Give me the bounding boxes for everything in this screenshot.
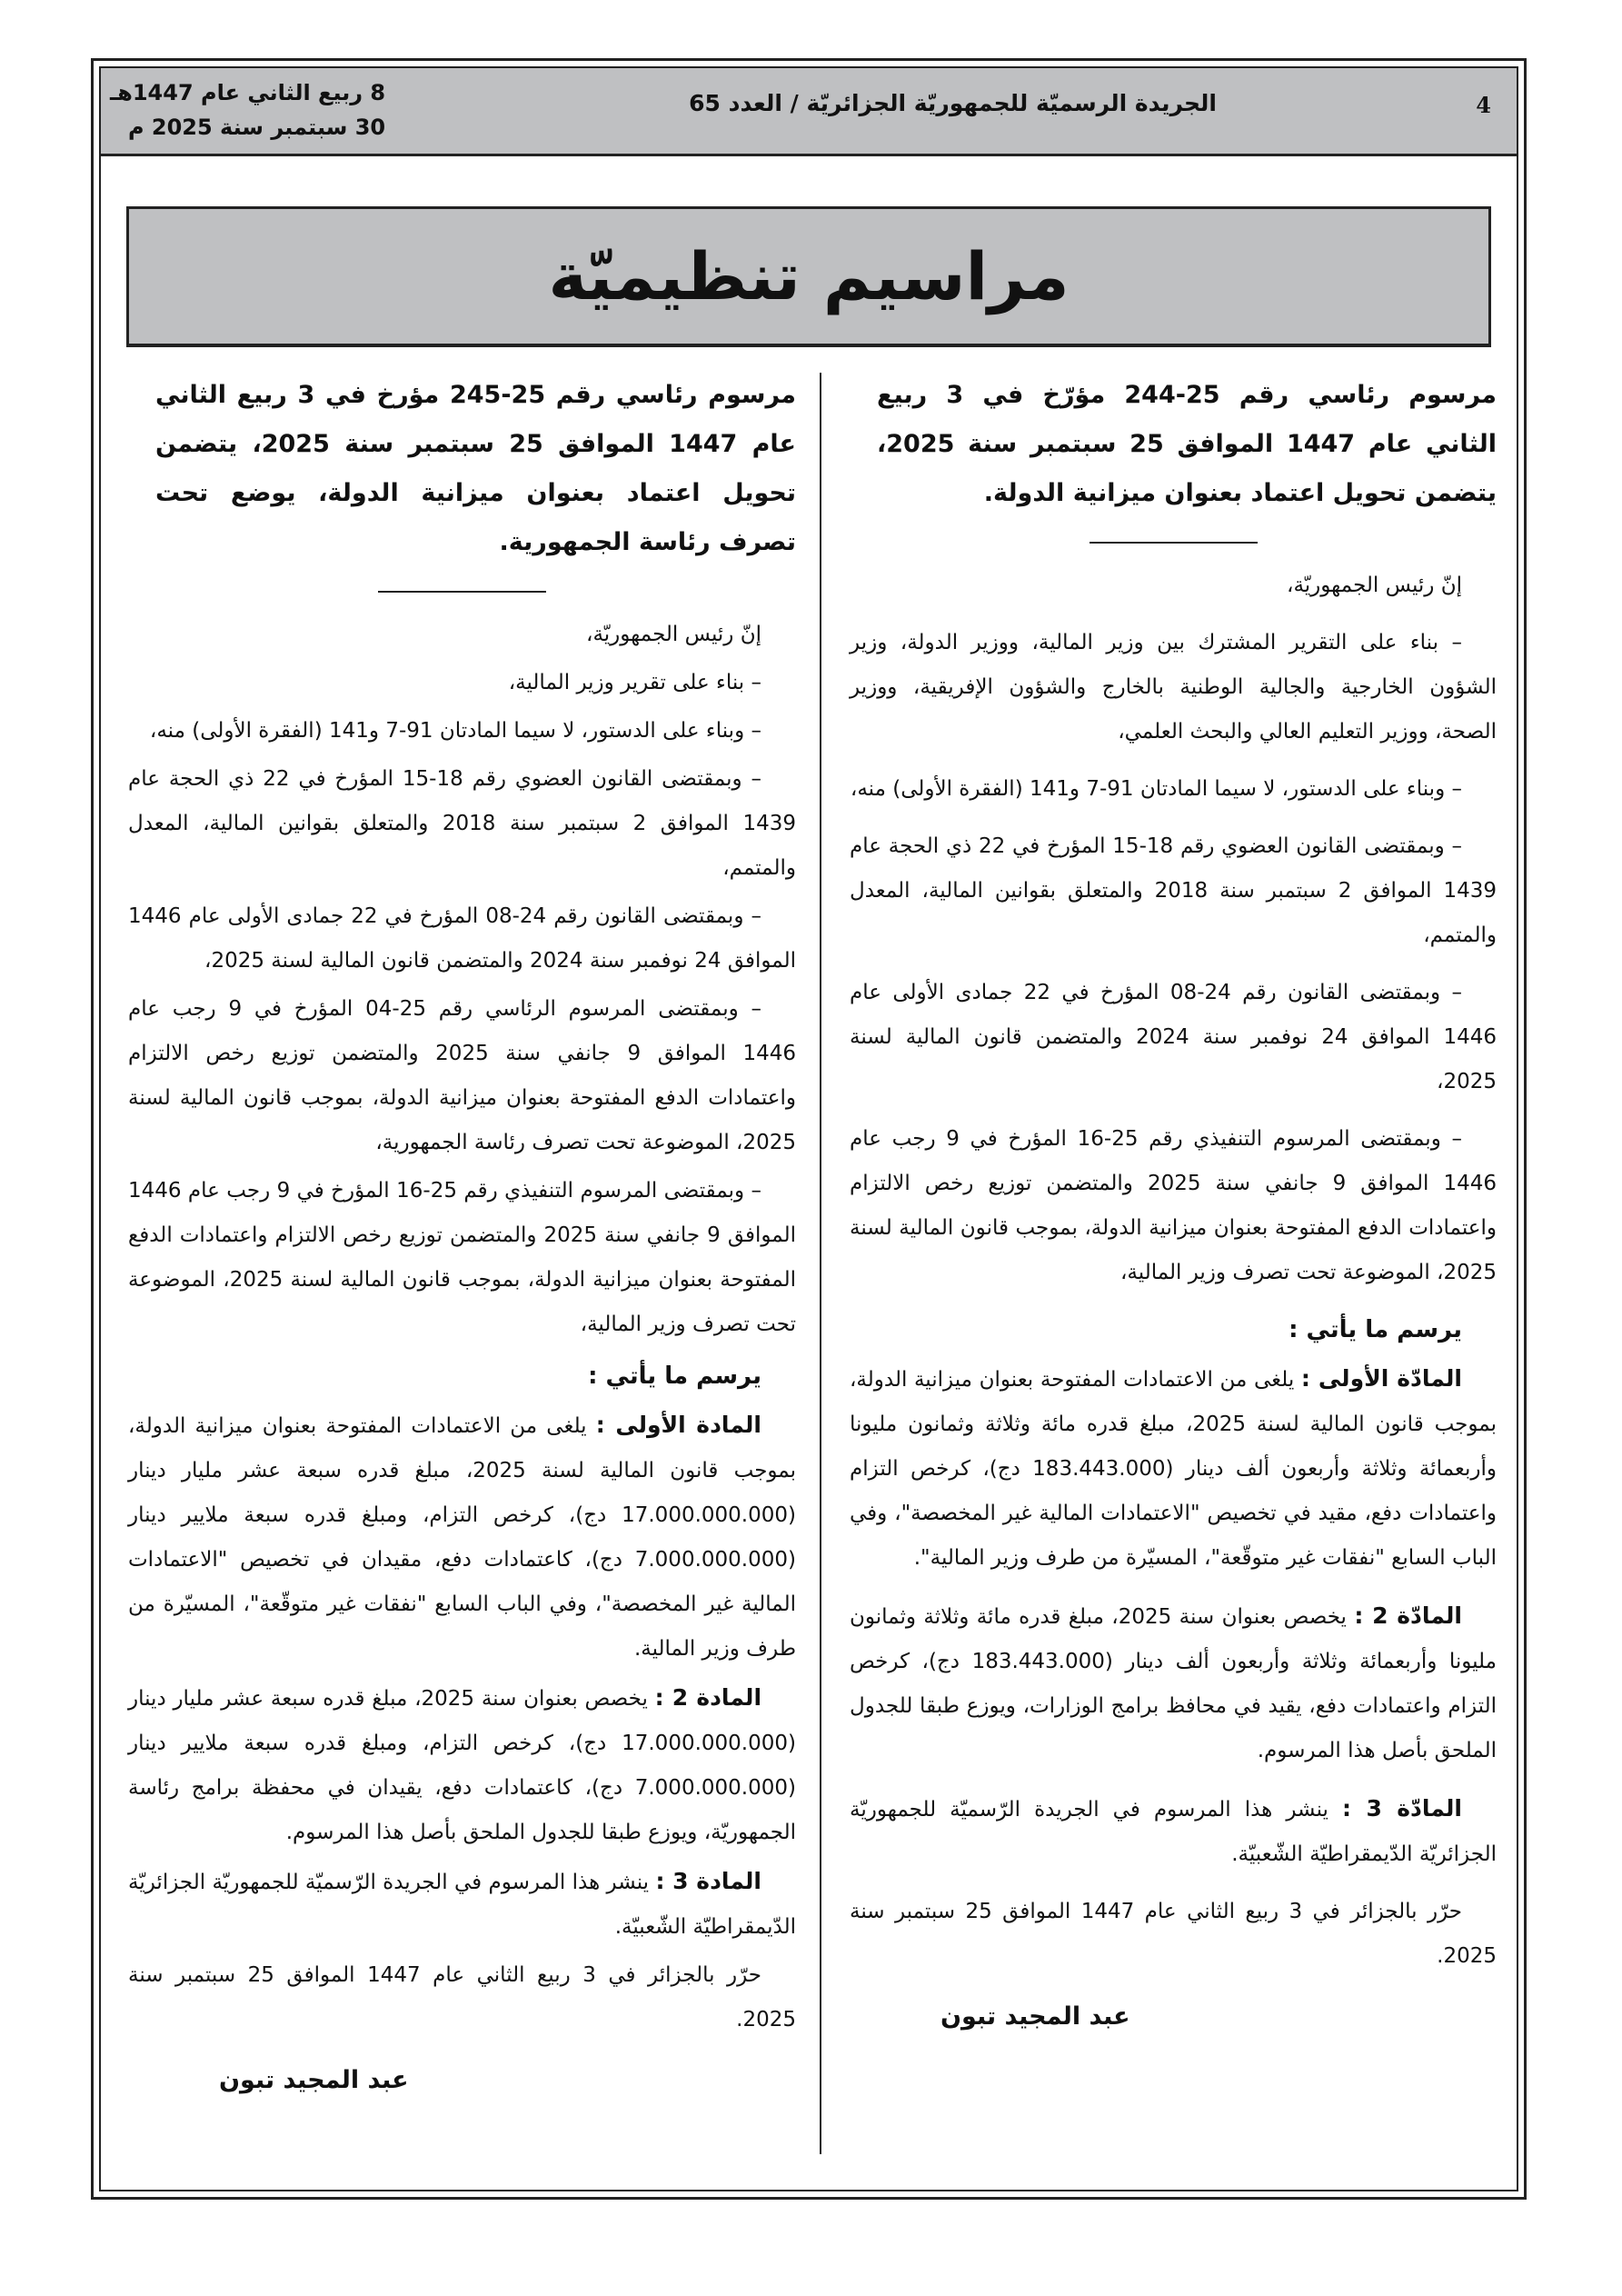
article-text: يخصص بعنوان سنة 2025، مبلغ قدره مائة وثلاثة وثمانون مليونا وأربعمائة وثلاثة وأربعون ألف دينار (183.443.000 دج)، كرخص التزام واعتمادات دفع، يقيد في محافظ برامج الوزارات، ويوزع طبقا للجدول الملحق بأصل هذا المرسوم. [850, 1605, 1497, 1762]
preamble-paragraph: – بناء على التقرير المشترك بين وزير المالية، ووزير الدولة، وزير الشؤون الخارجية والجالية الوطنية بالخارج والشؤون الإفريقية، ووزير الصحة، ووزير التعليم العالي والبحث العلمي، [850, 631, 1497, 744]
preamble-paragraph: – وبمقتضى القانون رقم 24-08 المؤرخ في 22 جمادى الأولى عام 1446 الموافق 24 نوفمبر سنة 2024 والمتضمن قانون المالية لسنة 2025، [850, 981, 1497, 1093]
column-divider [820, 373, 821, 2154]
closing-statement: حرّر بالجزائر في 3 ربيع الثاني عام 1447 الموافق 25 سبتمبر سنة 2025. [850, 1900, 1497, 1968]
preamble-paragraph: – وبمقتضى القانون العضوي رقم 18-15 المؤرخ في 22 ذي الحجة عام 1439 الموافق 2 سبتمبر سنة 2018 والمتعلق بقوانين المالية، المعدل والمتمم، [128, 767, 797, 880]
page-inner-frame [99, 66, 1518, 2191]
preamble-paragraph: إنّ رئيس الجمهوريّة، [586, 623, 761, 646]
decree-phrase: يرسم ما يأتي : [588, 1363, 761, 1390]
heading-rule [1090, 542, 1258, 544]
decree-phrase: يرسم ما يأتي : [1289, 1316, 1462, 1343]
preamble-paragraph: – وبمقتضى المرسوم التنفيذي رقم 25-16 المؤرخ في 9 رجب عام 1446 الموافق 9 جانفي سنة 2025 والمتضمن توزيع رخص الالتزام واعتمادات الدفع المفتوحة بعنوان ميزانية الدولة، بموجب قانون المالية لسنة 2025، الموضوعة تحت تصرف وزير المالية، [850, 1127, 1497, 1284]
section-title: مراسيم تنظيميّة [548, 238, 1070, 314]
preamble-paragraph: – وبمقتضى القانون رقم 24-08 المؤرخ في 22 جمادى الأولى عام 1446 الموافق 24 نوفمبر سنة 2024 والمتضمن قانون المالية لسنة 2025، [128, 904, 796, 973]
signature: عبد المجيد تبون [219, 2066, 409, 2094]
article-1 [850, 1356, 1497, 1581]
article-text: يلغى من الاعتمادات المفتوحة بعنوان ميزانية الدولة، بموجب قانون المالية لسنة 2025، مبلغ قدره سبعة عشر مليار دينار (17.000.000.000 دج)، كرخص التزام، ومبلغ قدره سبعة ملايير دينار (7.000.000.000 دج)، كاعتمادات دفع، مقيدان في تخصيص "الاعتمادات المالية غير المخصصة"، وفي الباب السابع "نفقات غير متوقّعة"، المسيّرة من طرف وزير المالية. [128, 1414, 796, 1661]
gregorian-date: 30 سبتمبر سنة 2025 م [127, 115, 386, 140]
article-3 [850, 1786, 1497, 1877]
article-2 [128, 1675, 796, 1855]
article-label: المادة 3 : [655, 1868, 762, 1894]
section-title-box [126, 206, 1491, 347]
gazette-title: الجريدة الرسميّة للجمهوريّة الجزائريّة / العدد 65 [689, 90, 1217, 116]
article-text: ينشر هذا المرسوم في الجريدة الرّسميّة للجمهوريّة الجزائريّة الدّيمقراطيّة الشّعبيّة. [128, 1871, 796, 1939]
article-label: المادّة 3 : [1341, 1795, 1462, 1822]
preamble-paragraph: – وبناء على الدستور، لا سيما المادتان 91-7 و141 (الفقرة الأولى) منه، [850, 777, 1462, 801]
article-label: المادة 2 : [654, 1684, 762, 1711]
closing-statement: حرّر بالجزائر في 3 ربيع الثاني عام 1447 الموافق 25 سبتمبر سنة 2025. [128, 1963, 796, 2031]
preamble-paragraph: – وبمقتضى المرسوم الرئاسي رقم 25-04 المؤرخ في 9 رجب عام 1446 الموافق 9 جانفي سنة 2025 والمتضمن توزيع رخص الالتزام واعتمادات الدفع المفتوحة بعنوان ميزانية الدولة، بموجب قانون المالية لسنة 2025، الموضوعة تحت تصرف رئاسة الجمهورية، [128, 997, 796, 1154]
gazette-header [101, 68, 1517, 156]
article-3 [128, 1859, 796, 1950]
preamble-paragraph: – وبمقتضى المرسوم التنفيذي رقم 25-16 المؤرخ في 9 رجب عام 1446 الموافق 9 جانفي سنة 2025 والمتضمن توزيع رخص الالتزام واعتمادات الدفع المفتوحة بعنوان ميزانية الدولة، بموجب قانون المالية لسنة 2025، الموضوعة تحت تصرف وزير المالية، [128, 1179, 796, 1336]
issue-date [110, 75, 385, 145]
preamble-paragraph: – وبناء على الدستور، لا سيما المادتان 91-7 و141 (الفقرة الأولى) منه، [149, 719, 761, 743]
article-label: المادة الأولى : [595, 1412, 761, 1438]
page-frame [91, 58, 1527, 2200]
article-text: يلغى من الاعتمادات المفتوحة بعنوان ميزانية الدولة، بموجب قانون المالية لسنة 2025، مبلغ قدره مائة وثلاثة وثمانون مليونا وأربعمائة وثلاثة وأربعون ألف دينار (183.443.000 دج)، كرخص التزام واعتمادات دفع، مقيد في تخصيص "الاعتمادات المالية غير المخصصة"، وفي الباب السابع "نفقات غير متوقّعة"، المسيّرة من طرف وزير المالية". [850, 1368, 1497, 1570]
decree-244-column [850, 371, 1497, 2031]
decree-heading: مرسوم رئاسي رقم 25-244 مؤرّخ في 3 ربيع الثاني عام 1447 الموافق 25 سبتمبر سنة 2025، يتضمن تحويل اعتماد بعنوان ميزانية الدولة. [877, 381, 1497, 507]
decree-heading: مرسوم رئاسي رقم 25-245 مؤرخ في 3 ربيع الثاني عام 1447 الموافق 25 سبتمبر سنة 2025، يتضمن تحويل اعتماد بعنوان ميزانية الدولة، يوضع تحت تصرف رئاسة الجمهورية. [155, 381, 796, 556]
article-label: المادّة الأولى : [1300, 1365, 1462, 1392]
page-number: 4 [1476, 92, 1491, 118]
article-text: ينشر هذا المرسوم في الجريدة الرّسميّة للجمهوريّة الجزائريّة الدّيمقراطيّة الشّعبيّة. [850, 1798, 1497, 1866]
preamble-paragraph: – وبمقتضى القانون العضوي رقم 18-15 المؤرخ في 22 ذي الحجة عام 1439 الموافق 2 سبتمبر سنة 2018 والمتعلق بقوانين المالية، المعدل والمتمم، [850, 834, 1498, 947]
hijri-date: 8 ربيع الثاني عام 1447هـ [110, 80, 386, 105]
article-text: يخصص بعنوان سنة 2025، مبلغ قدره سبعة عشر مليار دينار (17.000.000.000 دج)، كرخص التزام، ومبلغ قدره سبعة ملايير دينار (7.000.000.000 دج)، كاعتمادات دفع، يقيدان في محفظة برامج رئاسة الجمهوريّة، ويوزع طبقا للجدول الملحق بأصل هذا المرسوم. [128, 1687, 796, 1844]
preamble-paragraph: – بناء على تقرير وزير المالية، [508, 671, 761, 694]
preamble-paragraph: إنّ رئيس الجمهوريّة، [1287, 574, 1462, 597]
heading-rule [378, 591, 546, 593]
decree-245-column [128, 371, 796, 2094]
article-2 [850, 1593, 1497, 1773]
signature: عبد المجيد تبون [940, 2002, 1130, 2031]
article-1 [128, 1403, 796, 1672]
article-label: المادّة 2 : [1354, 1602, 1462, 1629]
